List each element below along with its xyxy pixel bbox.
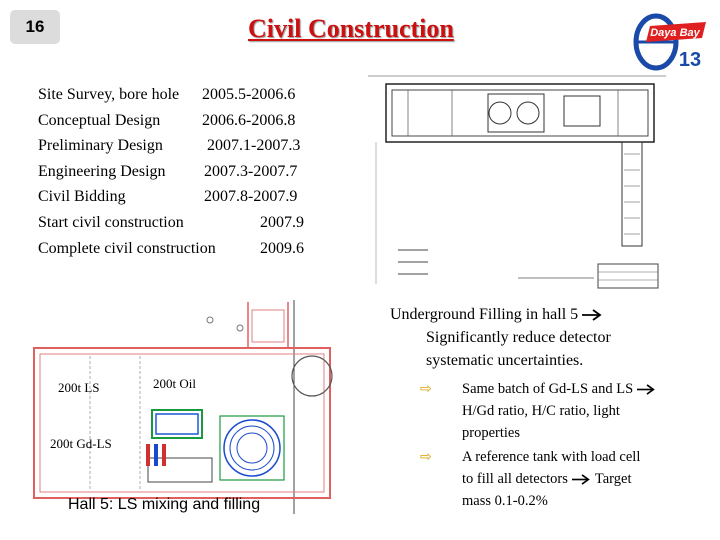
bullet-text: properties xyxy=(462,425,520,441)
bullet-text: Same batch of Gd-LS and LS xyxy=(462,381,634,397)
schedule-label: Engineering Design xyxy=(38,162,166,180)
schedule-dates: 2007.3-2007.7 xyxy=(204,162,298,180)
schedule-label: Civil Bidding xyxy=(38,188,126,206)
notes-panel xyxy=(390,303,710,514)
notes-heading-text: Underground Filling in hall 5 xyxy=(390,306,579,323)
bullet-text: A reference tank with load cell xyxy=(462,449,641,465)
schedule-label: Site Survey, bore hole xyxy=(38,86,180,103)
gdls-tank-label: 200t Gd-LS xyxy=(50,436,112,451)
figure-caption: Hall 5: LS mixing and filling xyxy=(68,496,261,513)
ls-tank-label: 200t LS xyxy=(58,380,100,395)
notes-bullets xyxy=(390,378,710,512)
right-arrow-icon xyxy=(572,474,592,485)
schedule-label: Complete civil construction xyxy=(38,239,216,257)
bullet-text: Target xyxy=(594,471,632,487)
schedule-label: Conceptual Design xyxy=(38,111,161,129)
hall-layout-drawing xyxy=(368,74,666,292)
right-arrow-icon xyxy=(637,384,657,395)
schedule-label: Start civil construction xyxy=(38,213,184,231)
schedule-label: Preliminary Design xyxy=(38,137,163,155)
bullet-text: H/Gd ratio, H/C ratio, light xyxy=(462,403,620,419)
notes-heading xyxy=(390,303,710,326)
schedule-dates: 2007.9 xyxy=(260,213,304,231)
bullet-text: mass 0.1-0.2% xyxy=(462,493,548,509)
schedule-dates: 2006.6-2006.8 xyxy=(202,111,296,129)
hollow-arrow-icon: ⇨ xyxy=(420,382,432,397)
notes-subline: Significantly reduce detector xyxy=(426,329,611,346)
bullet-item xyxy=(390,378,710,444)
svg-text:Daya Bay: Daya Bay xyxy=(650,27,700,39)
schedule-dates: 2009.6 xyxy=(260,239,304,257)
daya-bay-logo xyxy=(628,10,708,72)
notes-subline: systematic uncertainties. xyxy=(426,352,584,369)
schedule-dates: 2005.5-2006.6 xyxy=(202,86,296,103)
hall5-floor-plan xyxy=(30,298,355,516)
right-arrow-icon xyxy=(582,309,604,321)
bullet-text: to fill all detectors xyxy=(462,471,568,487)
schedule-dates: 2007.8-2007.9 xyxy=(204,188,298,206)
page-title: Civil Construction xyxy=(248,14,454,43)
bullet-item xyxy=(390,446,710,512)
slide-number: 16 xyxy=(10,10,60,44)
schedule-dates: 2007.1-2007.3 xyxy=(207,137,301,155)
svg-text:13: 13 xyxy=(678,49,702,71)
oil-tank-label: 200t Oil xyxy=(153,376,196,391)
hollow-arrow-icon: ⇨ xyxy=(420,450,432,465)
